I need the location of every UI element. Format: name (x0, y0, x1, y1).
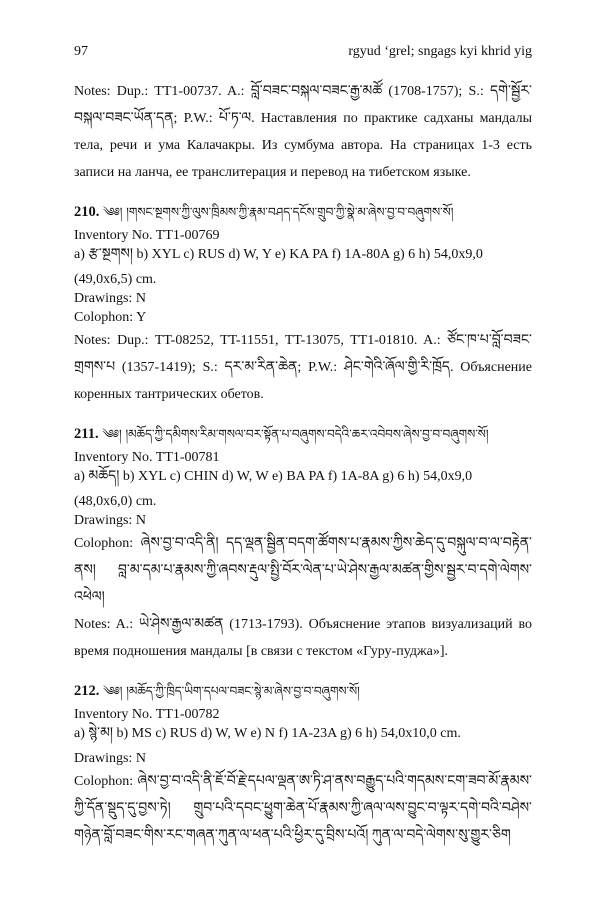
entry-fields: a) སྙེ་མ། b) MS c) RUS d) W, W e) N f) 1A-23A g) 6 h) 54,0x10,0 cm. (74, 726, 461, 741)
page-body (74, 78, 532, 863)
entry-tibetan-title: ༄༅། །མཆོད་ཀྱི་ཁྲིད་ཡིག་དཔལ་བཟང་སྙེ་མ་ཞེས་བྱ་བ་བཞུགས་སོ། (103, 684, 360, 698)
running-title: rgyud ‘grel; sngags kyi khrid yig (348, 44, 532, 59)
entry-fields: a) རྩ་སྔགས། b) XYL c) RUS d) W, Y e) KA PA f) 1A-80A g) 6 h) 54,0x9,0 (74, 247, 483, 262)
entry-number: 212. (74, 683, 100, 699)
entry-notes: Notes: A.: ཡེ་ཤེས་རྒྱལ་མཚན (1713-1793). Объяснение этапов визуализаций во время подношения мандалы [в связи с текстом «Гуру-пуджа»]. (74, 617, 532, 659)
entry-colophon: Colophon: Y (74, 310, 147, 325)
inventory-number: Inventory No. TT1-00782 (74, 707, 220, 722)
entry-number: 210. (74, 204, 100, 220)
page-number: 97 (74, 44, 88, 59)
catalog-entry-210 (74, 200, 532, 408)
entry-fields: a) མཆོད། b) XYL c) CHIN d) W, W e) BA PA f) 1A-8A g) 6 h) 54,0x9,0 (74, 469, 473, 484)
entry-title (74, 200, 532, 224)
catalog-entry-211 (74, 422, 532, 665)
entry-tibetan-title: ༄༅། །མཆོད་ཀྱི་དམིགས་རིམ་གསལ་བར་སྟོན་པ་བཞུགས་བདེའི་ཆར་འབེབས་ཞེས་བྱ་བ་བཞུགས་སོ། (102, 427, 489, 441)
entry-dimensions: (48,0x6,0) cm. (74, 494, 157, 509)
previous-entry-notes: Notes: Dup.: TT1-00737. A.: བློ་བཟང་བསྐལ་བཟང་རྒྱ་མཚོ (1708-1757); S.: དགེ་སྦྱོར་བསྐལ་བཟང་ཡོན་དན; P.W.: པོ་ཏ་ལ. Наставления по практике садханы мандалы тела, речи и ума Калачакры. Из сумбума автора. На страницах 1-3 есть записи на ланча, ее транслитерация и перевод на тибетском языке. (74, 84, 532, 180)
inventory-number: Inventory No. TT1-00781 (74, 450, 220, 465)
entry-colophon: Colophon: ཞེས་བྱ་བ་འདི་ནི། དད་ལྡན་སྦྱིན་བདག་ཚོགས་པ་རྣམས་ཀྱིས་ཆེད་དུ་བསྐུལ་བ་ལ་བརྟེན་ནས། བླ་མ་དམ་པ་རྣམས་ཀྱི་ཞབས་རྡུལ་སྤྱི་བོར་ལེན་པ་ཡེ་ཤེས་རྒྱལ་མཚན་གྱིས་སྦྱར་བ་དགེ་ལེགས་འཕེལ། (74, 536, 532, 605)
entry-notes: Notes: Dup.: TT-08252, TT-11551, TT-13075, TT1-01810. A.: ཙོང་ཁ་པ་བློ་བཟང་གྲགས་པ (1357-1419); S.: དར་མ་རིན་ཆེན; P.W.: ཤེང་གེའི་ཞོལ་གྱི་རི་ཁྲོད. Объяснение коренных тантрических обетов. (74, 333, 532, 402)
entry-number: 211. (74, 426, 99, 442)
entry-dimensions: (49,0x6,5) cm. (74, 272, 157, 287)
catalog-entry-212 (74, 679, 532, 849)
entry-title (74, 679, 532, 703)
document-page (74, 0, 532, 900)
entry-drawings: Drawings: N (74, 513, 146, 528)
running-header (74, 44, 532, 62)
entry-tibetan-title: ༄༅། །གསང་སྔགས་ཀྱི་ལུས་ཁྲིམས་ཀྱི་རྣམ་བཤད་དངོས་གྲུབ་ཀྱི་སྣེ་མ་ཞེས་བྱ་བ་བཞུགས་སོ། (103, 205, 454, 219)
entry-drawings: Drawings: N (74, 291, 146, 306)
entry-title (74, 422, 532, 446)
entry-drawings: Drawings: N (74, 751, 146, 766)
entry-colophon: Colophon: ཞེས་བྱ་བ་འདི་ནི་ཇོ་བོ་རྗེ་དཔལ་ལྡན་ཨ་ཏི་ཤ་ནས་བརྒྱུད་པའི་གདམས་ངག་ཟབ་མོ་རྣམས་ཀྱི་དོན་སྡུད་དུ་བྱས་ཏེ། གྲུབ་པའི་དབང་ཕྱུག་ཆེན་པོ་རྣམས་ཀྱི་ཞལ་ལས་བྱུང་བ་ལྟར་དགེ་བའི་བཤེས་གཉེན་བློ་བཟང་གིས་རང་གཞན་ཀུན་ལ་ཕན་པའི་ཕྱིར་དུ་བྲིས་པའོ། ཀུན་ལ་བདེ་ལེགས་སུ་གྱུར་ཅིག (74, 774, 532, 843)
inventory-number: Inventory No. TT1-00769 (74, 228, 220, 243)
